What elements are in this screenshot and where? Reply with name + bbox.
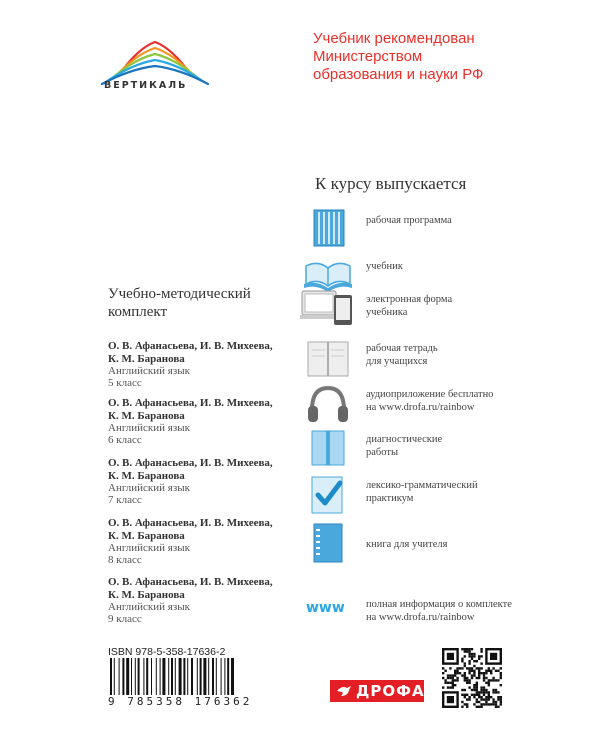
isbn-label: ISBN 978-5-358-17636-2 (108, 646, 226, 658)
kit-title (108, 285, 251, 321)
www-icon (300, 584, 356, 630)
course-item-label: лексико-грамматический (366, 480, 478, 491)
spiral-notebook-icon (300, 427, 356, 473)
course-item-label: для учащихся (366, 356, 428, 367)
course-item-work-program (300, 208, 570, 254)
kit-grade: 9 класс (108, 613, 142, 625)
devices-icon (300, 287, 356, 333)
course-item-label: на www.drofa.ru/rainbow (366, 612, 475, 623)
course-item-info (300, 584, 570, 630)
kit-entry (108, 457, 308, 506)
recommendation-line: образования и науки РФ (313, 66, 484, 83)
course-item-label: на www.drofa.ru/rainbow (366, 402, 475, 413)
kit-title-line: Учебно-методический (108, 286, 251, 302)
checkmark-notebook-icon (300, 473, 356, 519)
kit-grade: 5 класс (108, 377, 142, 389)
course-item-label: аудиоприложение бесплатно (366, 389, 494, 400)
recommendation-text (313, 30, 553, 84)
kit-subject: Английский язык (108, 422, 190, 434)
course-item-label: диагностические (366, 434, 443, 445)
course-item-label: практикум (366, 493, 414, 504)
kit-authors: К. М. Баранова (108, 529, 185, 542)
kit-entry (108, 397, 308, 446)
logo-wordmark: ВЕРТИКАЛЬ (104, 80, 188, 91)
kit-entry (108, 340, 308, 389)
course-item-label: рабочая программа (366, 215, 452, 226)
course-item-diagnostic (300, 427, 570, 473)
course-item-label: работы (366, 447, 399, 458)
course-heading: К курсу выпускается (315, 174, 467, 193)
kit-authors: К. М. Баранова (108, 352, 185, 365)
kit-grade: 6 класс (108, 434, 142, 446)
course-item-label: учебник (366, 261, 403, 272)
kit-subject: Английский язык (108, 482, 190, 494)
course-item-workbook (300, 338, 570, 384)
kit-subject: Английский язык (108, 601, 190, 613)
course-item-label: электронная форма (366, 294, 453, 305)
course-item-label: рабочая тетрадь (366, 343, 438, 354)
kit-subject: Английский язык (108, 365, 190, 377)
course-item-audio (300, 380, 570, 426)
kit-grade: 7 класс (108, 494, 142, 506)
teacher-book-icon (300, 522, 356, 568)
kit-grade: 8 класс (108, 554, 142, 566)
kit-authors: О. В. Афанасьева, И. В. Михеева, (108, 340, 273, 352)
course-item-label: полная информация о комплекте (366, 599, 512, 610)
notebook-icon (300, 338, 356, 384)
kit-subject: Английский язык (108, 542, 190, 554)
recommendation-line: Министерством (313, 48, 423, 65)
kit-authors: О. В. Афанасьева, И. В. Михеева, (108, 576, 273, 588)
barcode-digits: 9 785358 176362 (108, 695, 306, 708)
bird-icon (336, 684, 352, 698)
binder-icon (300, 208, 356, 254)
kit-entry (108, 517, 308, 566)
drofa-name: ДРОФА (356, 682, 425, 700)
svg-text:www: www (306, 600, 345, 616)
kit-authors: К. М. Баранова (108, 469, 185, 482)
headphones-icon (300, 380, 356, 426)
course-item-label: книга для учителя (366, 539, 448, 550)
drofa-logo (330, 680, 424, 702)
kit-entry (108, 576, 308, 625)
course-item-teacher-book (300, 522, 570, 568)
course-item-eform (300, 287, 570, 333)
course-item-practicum (300, 473, 570, 519)
kit-authors: О. В. Афанасьева, И. В. Михеева, (108, 457, 273, 469)
kit-authors: О. В. Афанасьева, И. В. Михеева, (108, 517, 273, 529)
kit-authors: К. М. Баранова (108, 588, 185, 601)
kit-authors: К. М. Баранова (108, 409, 185, 422)
kit-authors: О. В. Афанасьева, И. В. Михеева, (108, 397, 273, 409)
course-item-label: учебника (366, 307, 408, 318)
recommendation-line: Учебник рекомендован (313, 30, 475, 47)
qr-code-icon (442, 648, 502, 708)
kit-title-line: комплект (108, 304, 168, 320)
